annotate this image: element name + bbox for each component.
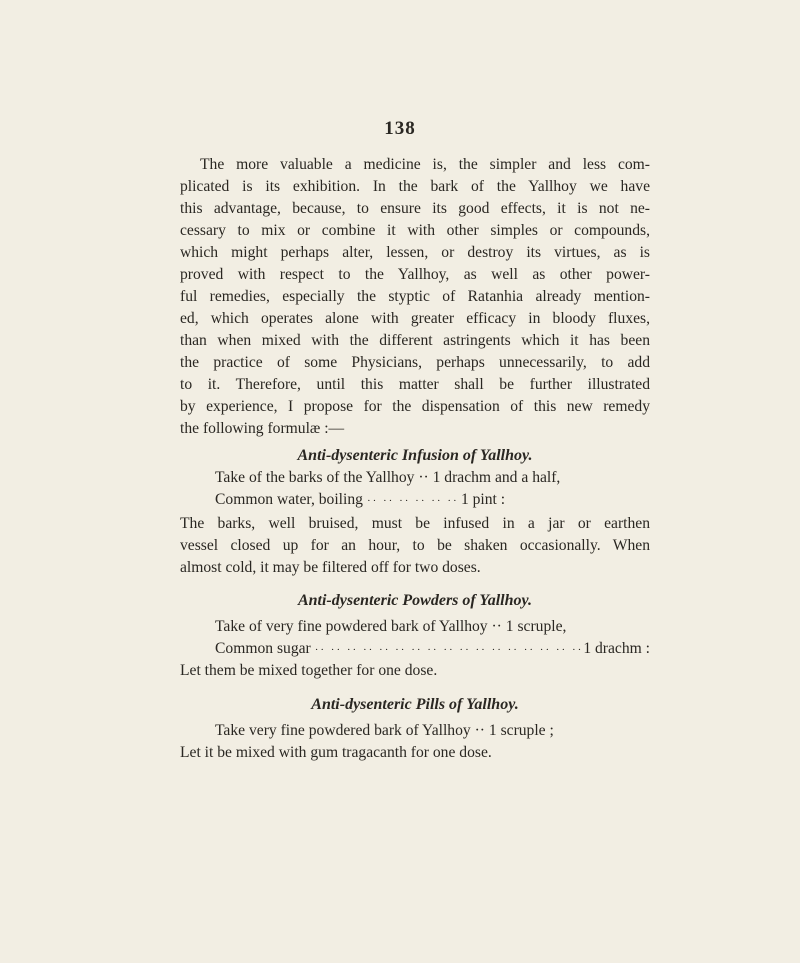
intro-line: plicated is its exhibition. In the bark of the Yallhoy we have: [180, 178, 650, 195]
intro-line: ful remedies, especially the styptic of Ratanhia already mention-: [180, 288, 650, 305]
pills-section: [180, 694, 650, 764]
powders-title: Anti-dysenteric Powders of Yallhoy.: [297, 592, 533, 609]
intro-paragraph: [180, 154, 650, 440]
ingredient-name: Common sugar: [215, 640, 311, 657]
intro-line: the practice of some Physicians, perhaps unnecessarily, to add: [180, 354, 650, 371]
pills-directions: Let it be mixed with gum tragacanth for one dose.: [180, 744, 492, 761]
infusion-section: [180, 445, 650, 579]
infusion-ingredient-line: [180, 489, 650, 511]
infusion-directions-line: almost cold, it may be filtered off for two doses.: [180, 559, 481, 576]
intro-line: proved with respect to the Yallhoy, as well as other power-: [180, 266, 650, 283]
infusion-directions-line: The barks, well bruised, must be infused in a jar or earthen: [180, 515, 650, 532]
powders-section: [180, 590, 650, 682]
pills-title: Anti-dysenteric Pills of Yallhoy.: [311, 696, 519, 713]
intro-line: than when mixed with the different astringents which it has been: [180, 332, 650, 349]
ingredient-quantity: 1 pint :: [460, 491, 506, 508]
intro-line: the following formulæ :—: [180, 420, 345, 437]
ingredient-name: Common water, boiling: [215, 491, 363, 508]
leader-dots: [363, 489, 461, 511]
infusion-ingredient-line: Take of the barks of the Yallhoy ·· 1 drachm and a half,: [215, 469, 561, 486]
leader-dots: [311, 638, 584, 660]
intro-line: ed, which operates alone with greater efficacy in bloody fluxes,: [180, 310, 650, 327]
intro-line: this advantage, because, to ensure its good effects, it is not ne-: [180, 200, 650, 217]
intro-line: cessary to mix or combine it with other simples or compounds,: [180, 222, 650, 239]
powders-ingredient-line: Take of very fine powdered bark of Yallhoy ·· 1 scruple,: [215, 618, 567, 635]
powders-ingredient-line: [180, 638, 650, 660]
infusion-title: Anti-dysenteric Infusion of Yallhoy.: [297, 447, 533, 464]
infusion-directions-line: vessel closed up for an hour, to be shaken occasionally. When: [180, 537, 650, 554]
page-number: 138: [384, 118, 416, 139]
intro-line: by experience, I propose for the dispensation of this new remedy: [180, 398, 650, 415]
pills-ingredient-line: Take very fine powdered bark of Yallhoy ·· 1 scruple ;: [215, 722, 554, 739]
intro-line: which might perhaps alter, lessen, or destroy its virtues, as is: [180, 244, 650, 261]
ingredient-quantity: 1 drachm :: [583, 640, 650, 657]
intro-line: The more valuable a medicine is, the simpler and less com-: [200, 156, 650, 173]
intro-line: to it. Therefore, until this matter shall be further illustrated: [180, 376, 650, 393]
powders-directions: Let them be mixed together for one dose.: [180, 662, 438, 679]
